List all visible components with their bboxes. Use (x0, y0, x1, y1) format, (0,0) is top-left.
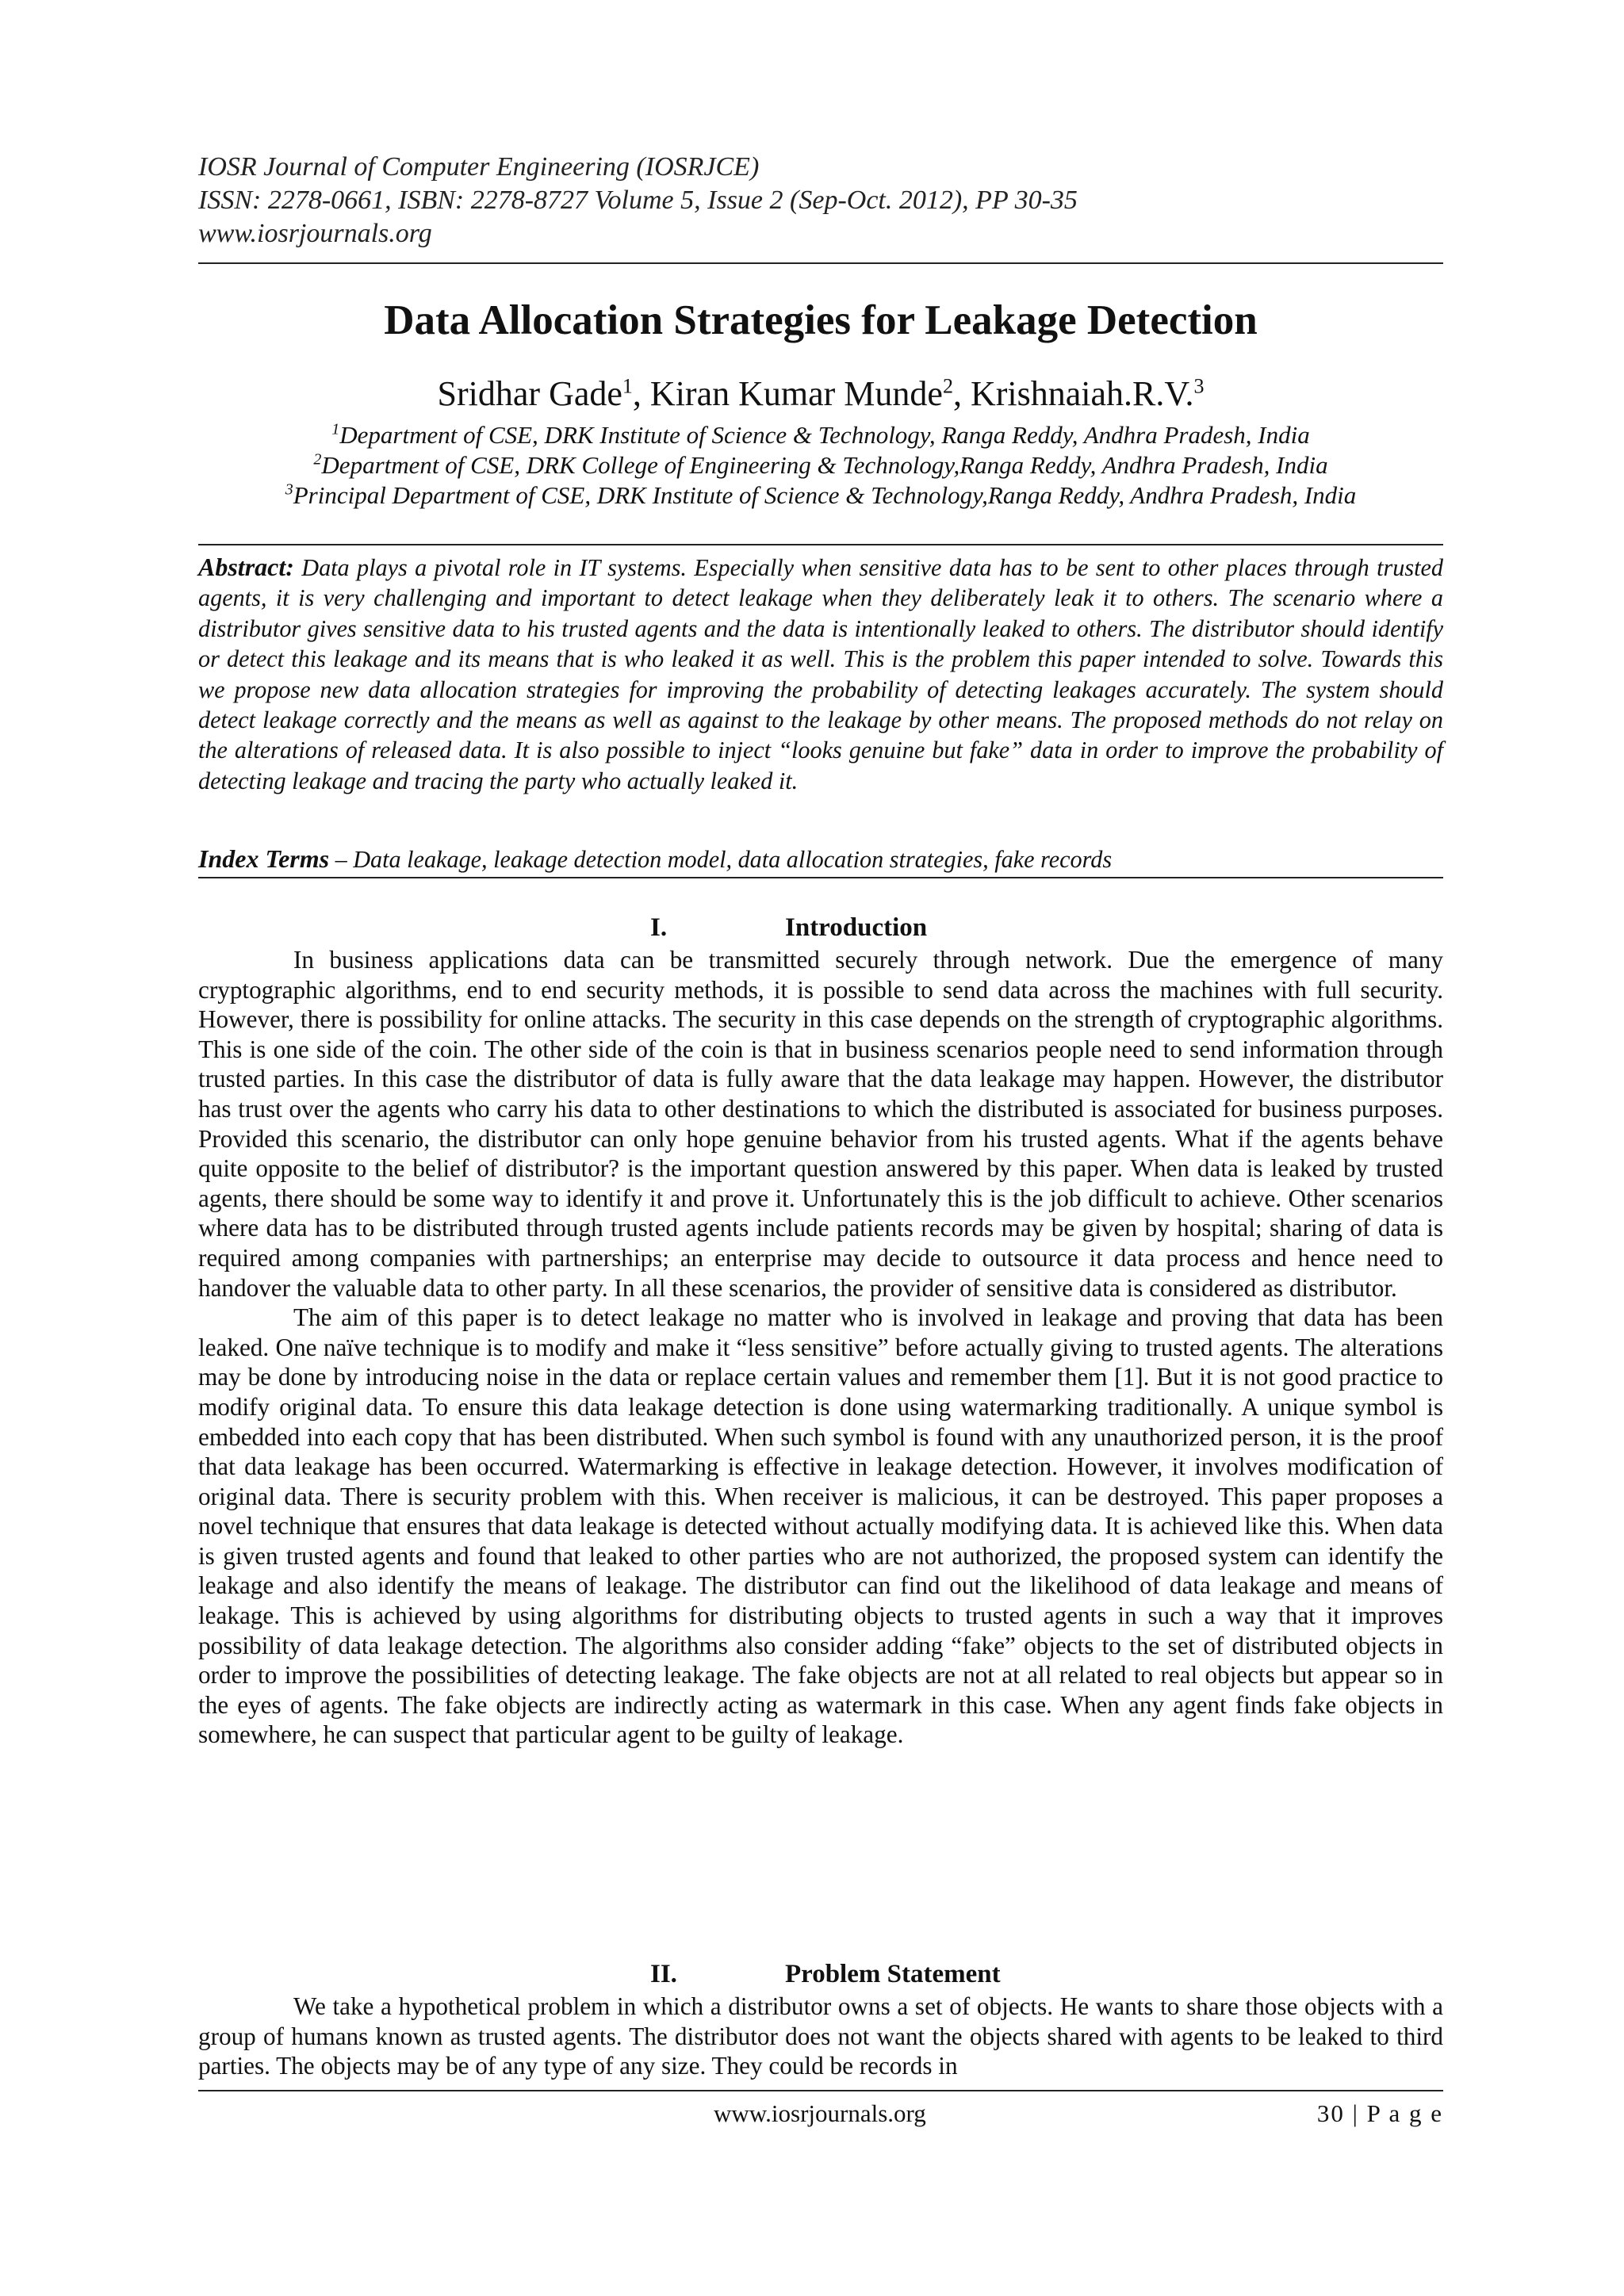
index-terms-text: – Data leakage, leakage detection model, data allocation strategies, fake records (329, 846, 1113, 873)
affiliation-sup: 3 (285, 480, 293, 499)
affiliation-sup: 1 (331, 420, 340, 438)
journal-header (198, 151, 1443, 251)
affiliation-text: Department of CSE, DRK Institute of Science & Technology, Ranga Reddy, Andhra Pradesh, India (339, 421, 1310, 449)
section-body (198, 945, 1443, 1750)
author-separator: , (632, 374, 650, 413)
author-sup: 2 (942, 374, 953, 398)
section-body (198, 1992, 1443, 2081)
page-footer (198, 2096, 1443, 2131)
abstract-top-rule (198, 544, 1443, 545)
paragraph: We take a hypothetical problem in which a distributor owns a set of objects. He wants to share those objects with a group of humans known as trusted agents. The distributor does not want the objects shared with agents to be leaked to third parties. The objects may be of any type of any size. They could be records in (198, 1992, 1443, 2080)
section-title: Introduction (785, 913, 928, 942)
abstract-bottom-rule (198, 877, 1443, 878)
author-sup: 3 (1193, 374, 1205, 398)
paper-title: Data Allocation Strategies for Leakage Detection (384, 297, 1258, 343)
abstract-text: Data plays a pivotal role in IT systems. Especially when sensitive data has to be sent to other places through trusted agents, it is very challenging and important to detect leakage when they deliberately leak it to others. The scenario where a distributor gives sensitive data to his trusted agents and the data is intentionally leaked to others. The distributor should identify or detect this leakage and its means that is who leaked it as well. This is the problem this paper intended to solve. Towards this we propose new data allocation strategies for improving the probability of detecting leakages accurately. The system should detect leakage correctly and the means as well as against to the leakage by other means. The proposed methods do not relay on the alterations of released data. It is also possible to inject “looks genuine but fake” data in order to improve the probability of detecting leakage and tracing the party who actually leaked it. (198, 554, 1443, 794)
header-rule (198, 262, 1443, 264)
affiliation-sup: 2 (313, 450, 322, 469)
section-number: II. (650, 1960, 677, 1988)
footer-rule (198, 2090, 1443, 2091)
abstract-label: Abstract: (198, 553, 294, 581)
section-title: Problem Statement (785, 1960, 1001, 1988)
abstract (198, 552, 1443, 796)
page-number: 30 | P a g e (1316, 2099, 1443, 2127)
author-name: Krishnaiah.R.V. (970, 374, 1194, 413)
affiliation-text: Department of CSE, DRK College of Engineering & Technology,Ranga Reddy, Andhra Pradesh, India (321, 451, 1328, 479)
paper-page (198, 0, 1443, 2296)
journal-website[interactable]: www.iosrjournals.org (198, 219, 432, 248)
footer-website[interactable]: www.iosrjournals.org (714, 2099, 926, 2127)
paragraph: The aim of this paper is to detect leakage no matter who is involved in leakage and proving that data has been leaked. One naïve technique is to modify and make it “less sensitive” before actually giving to trusted agents. The alterations may be done by introducing noise in the data or replace certain values and remember them [1]. But it is not good practice to modify original data. To ensure this data leakage detection is done using watermarking traditionally. A unique symbol is embedded into each copy that has been distributed. When such symbol is found with any unauthorized person, it is the proof that data leakage has been occurred. Watermarking is effective in leakage detection. However, it involves modification of original data. There is security problem with this. When receiver is malicious, it can be destroyed. This paper proposes a novel technique that ensures that data leakage is detected without actually modifying data. It is achieved like this. When data is given trusted agents and found that leaked to other parties who are not authorized, the proposed system can identify the leakage and also identify the means of leakage. The distributor can find out the likelihood of data leakage and means of leakage. This is achieved by using algorithms for distributing objects to trusted agents in such a way that it improves possibility of data leakage detection. The algorithms also consider adding “fake” objects to the set of distributed objects in order to improve the possibilities of detecting leakage. The fake objects are not at all related to real objects but appear so in the eyes of agents. The fake objects are indirectly acting as watermark in this case. When any agent finds fake objects in somewhere, he can suspect that particular agent to be guilty of leakage. (198, 1303, 1443, 1749)
affiliation (198, 480, 1443, 511)
affiliation-list (198, 420, 1443, 511)
author-separator: , (952, 374, 971, 413)
author-sup: 1 (622, 374, 633, 398)
affiliation (198, 450, 1443, 480)
affiliation (198, 420, 1443, 450)
section-number: I. (650, 913, 668, 942)
affiliation-text: Principal Department of CSE, DRK Institute of Science & Technology,Ranga Reddy, Andhra Pradesh, India (293, 481, 1357, 509)
section-heading (198, 912, 1443, 943)
index-terms (198, 844, 1443, 874)
journal-name: IOSR Journal of Computer Engineering (IOSRJCE) (198, 152, 760, 182)
index-terms-label: Index Terms (198, 844, 330, 873)
section-heading (198, 1958, 1443, 1990)
author-list (198, 373, 1443, 415)
issn-line: ISSN: 2278-0661, ISBN: 2278-8727 Volume 5, Issue 2 (Sep-Oct. 2012), PP 30-35 (198, 186, 1078, 215)
author-name: Sridhar Gade (437, 374, 622, 413)
author-name: Kiran Kumar Munde (649, 374, 943, 413)
paragraph: In business applications data can be transmitted securely through network. Due the emergence of many cryptographic algorithms, end to end security methods, it is possible to send data across the machines with full security. However, there is possibility for online attacks. The security in this case depends on the strength of cryptographic algorithms. This is one side of the coin. The other side of the coin is that in business scenarios people need to send information through trusted parties. In this case the distributor of data is fully aware that the data leakage may happen. However, the distributor has trust over the agents who carry his data to other destinations to which the distributed is associated for business purposes. Provided this scenario, the distributor can only hope genuine behavior from his trusted agents. What if the agents behave quite opposite to the belief of distributor? is the important question answered by this paper. When data is leaked by trusted agents, there should be some way to identify it and prove it. Unfortunately this is the job difficult to achieve. Other scenarios where data has to be distributed through trusted agents include patients records may be given by hospital; sharing of data is required among companies with partnerships; an enterprise may decide to outsource it data process and hence need to handover the valuable data to other party. In all these scenarios, the provider of sensitive data is considered as distributor. (198, 946, 1443, 1302)
